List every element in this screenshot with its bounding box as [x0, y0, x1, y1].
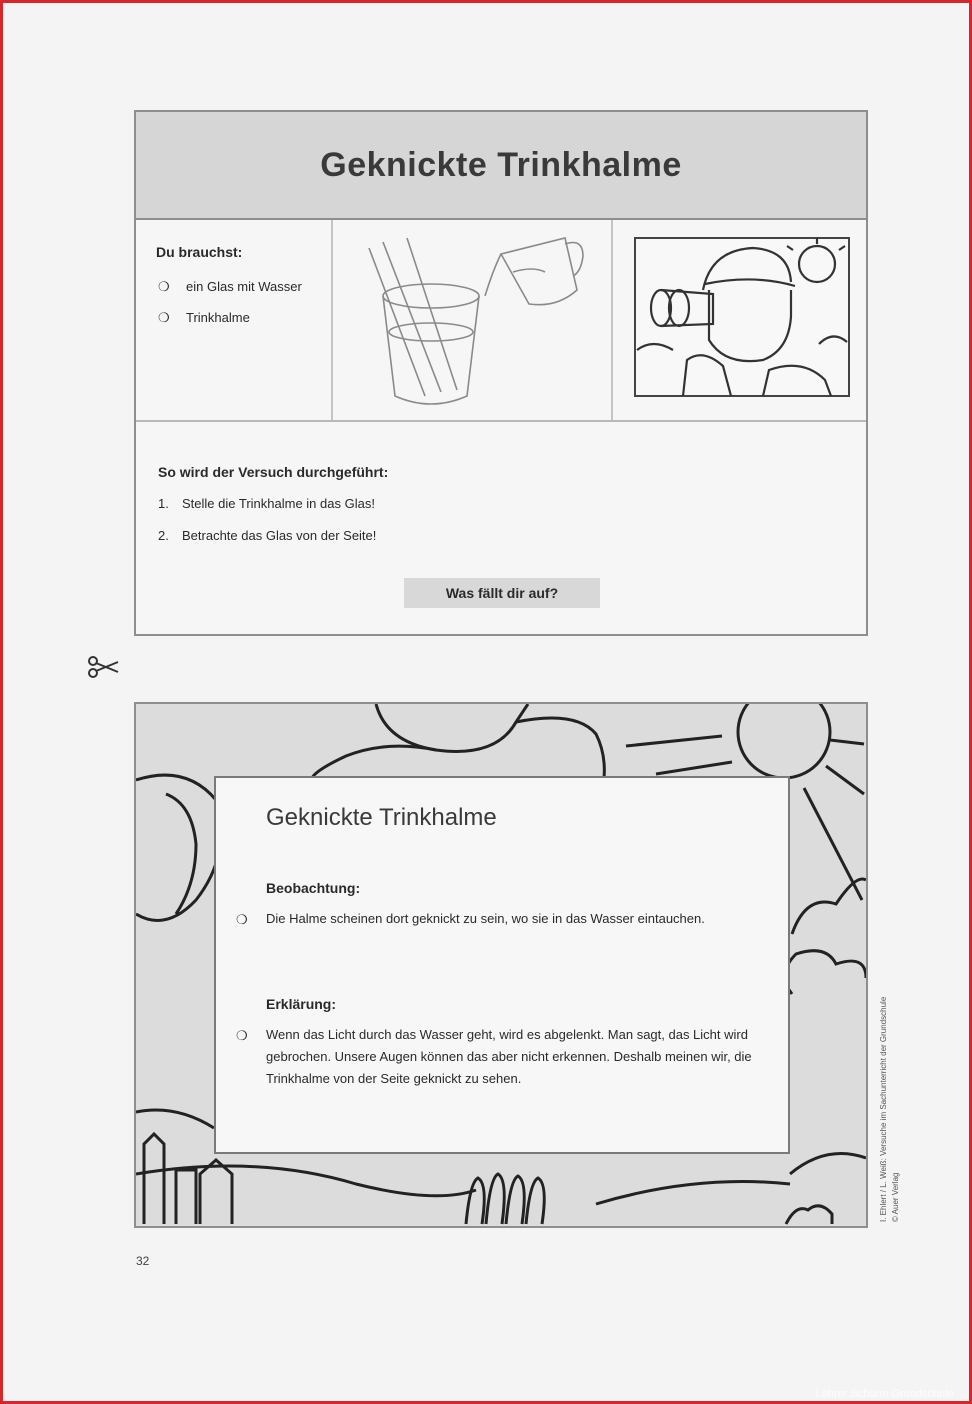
- procedure-step-number: 2.: [158, 528, 169, 543]
- glass-illustration-panel: [333, 220, 613, 420]
- observation-heading: Beobachtung:: [266, 880, 361, 896]
- experiment-title-bar: [136, 112, 866, 220]
- solution-title: Geknickte Trinkhalme: [266, 804, 497, 831]
- procedure-step-text: Betrachte das Glas von der Seite!: [182, 528, 377, 543]
- experiment-card: [134, 110, 868, 636]
- procedure-step: [158, 528, 376, 543]
- watermark: Lehrer Schürm Grundschule ...: [815, 1388, 966, 1400]
- bullet-icon: ❍: [158, 279, 170, 294]
- procedure-step-number: 1.: [158, 496, 169, 511]
- materials-row: [136, 220, 866, 422]
- solution-text-panel: [214, 776, 790, 1154]
- procedure-heading: So wird der Versuch durchgeführt:: [158, 464, 389, 480]
- materials-item: [156, 307, 326, 328]
- materials-panel: [136, 220, 333, 420]
- glass-with-straws-illustration: [333, 220, 611, 420]
- side-credit: [878, 997, 902, 1222]
- materials-heading: Du brauchst:: [156, 244, 243, 260]
- materials-item-text: ein Glas mit Wasser: [186, 279, 302, 294]
- observation-text: Die Halme scheinen dort geknickt zu sein, wo sie in das Wasser eintauchen.: [266, 911, 705, 926]
- procedure-step: [158, 496, 375, 511]
- materials-list: [156, 276, 326, 338]
- bullet-icon: ❍: [236, 1028, 248, 1043]
- page-number: 32: [136, 1254, 150, 1268]
- bullet-icon: ❍: [236, 912, 248, 927]
- solution-card: [134, 702, 868, 1228]
- procedure-section: [136, 422, 866, 634]
- materials-item: [156, 276, 326, 297]
- explanation-text: Wenn das Licht durch das Wasser geht, wird es abgelenkt. Man sagt, das Licht wird gebrochen. Unsere Augen können das aber nicht erkennen. Deshalb meinen wir, die Trinkhalme von der Seite geknickt zu sehen.: [266, 1027, 752, 1086]
- experiment-title: Geknickte Trinkhalme: [320, 145, 682, 184]
- side-credit-line: © Auer Verlag: [891, 1172, 900, 1222]
- side-credit-line: I. Ehlert / L. Weiß: Versuche im Sachunterricht der Grundschule: [879, 996, 888, 1222]
- explanation-heading: Erklärung:: [266, 996, 337, 1012]
- question-box: Was fällt dir auf?: [404, 578, 600, 608]
- procedure-step-text: Stelle die Trinkhalme in das Glas!: [182, 496, 375, 511]
- materials-item-text: Trinkhalme: [186, 310, 250, 325]
- bullet-icon: ❍: [158, 310, 170, 325]
- boy-with-binoculars-illustration: [613, 220, 866, 420]
- binoculars-illustration-panel: [613, 220, 866, 420]
- scissors-icon: [86, 654, 120, 680]
